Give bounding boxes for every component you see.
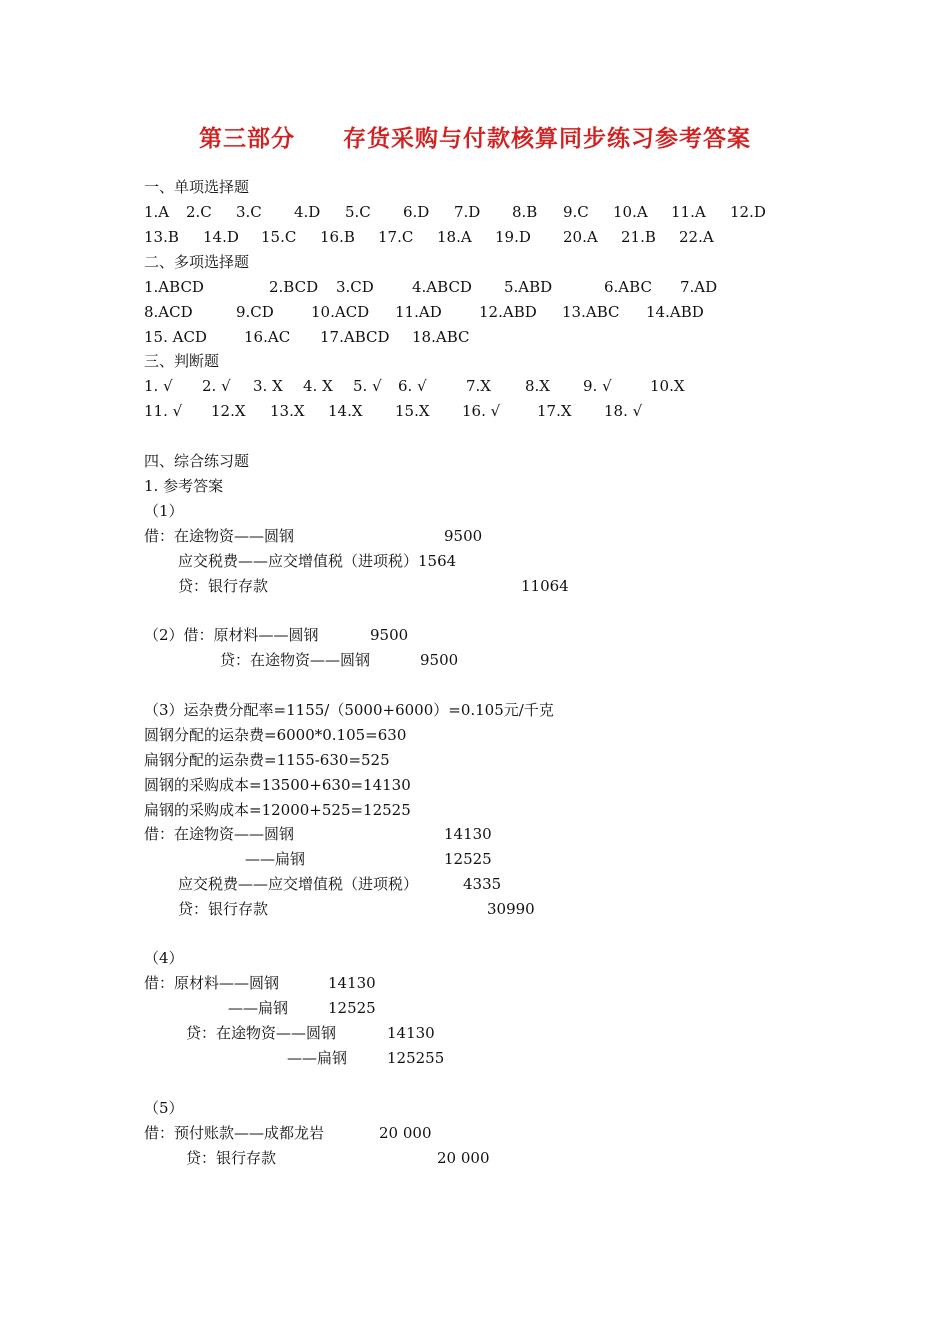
answer-item: 4. X [303,377,333,395]
q4-credit-line: 贷：在途物资——圆钢 [186,1024,337,1042]
q1-debit-amount: 9500 [444,527,483,545]
q2-credit-line: 贷：在途物资——圆钢 [220,651,371,669]
answer-item: 9.C [563,203,589,221]
answer-item: 12.X [211,402,246,420]
q2-debit-amount: 9500 [370,626,409,644]
q3-debit-line2: ——扁钢 [245,850,306,868]
answer-item: 17.X [537,402,572,420]
answer-item: 16. √ [462,402,501,420]
answer-item: 13.B [144,228,179,246]
answer-item: 6.D [403,203,430,221]
answer-item: 22.A [679,228,714,246]
answer-item: 8.ACD [144,303,193,321]
page-title [0,120,950,153]
q1-credit-amount: 11064 [521,577,569,595]
answer-item: 3.C [236,203,262,221]
q3-credit-amount: 30990 [487,900,535,918]
q5-credit-line: 贷：银行存款 [186,1149,277,1167]
q3-debit-amount: 14130 [444,825,492,843]
answer-item: 7.X [466,377,491,395]
answer-item: 14.D [203,228,239,246]
section1-heading: 一、单项选择题 [144,178,250,196]
answer-item: 9.CD [236,303,274,321]
title-part: 第三部分 [199,126,295,152]
q3-tax-amount: 4335 [463,875,502,893]
answer-item: 9. √ [583,377,612,395]
q4-debit-amount: 14130 [328,974,376,992]
answer-item: 1. √ [144,377,173,395]
q2-credit-amount: 9500 [420,651,459,669]
answer-item: 5.ABD [504,278,553,296]
answer-item: 4.D [294,203,321,221]
answer-item: 8.B [512,203,538,221]
q1-tax-line: 应交税费——应交增值税（进项税）1564 [178,552,457,570]
answer-item: 18. √ [604,402,643,420]
section2-heading: 二、多项选择题 [144,253,250,271]
answer-item: 10.ACD [311,303,370,321]
q5-label: （5） [144,1099,184,1117]
q3-calc-line: 圆钢分配的运杂费=6000*0.105=630 [144,726,407,744]
title-subject: 存货采购与付款核算同步练习参考答案 [343,126,751,152]
section4-heading: 四、综合练习题 [144,452,250,470]
q4-debit-amount2: 12525 [328,999,376,1017]
answer-item: 17.C [378,228,414,246]
answer-item: 18.A [437,228,472,246]
answer-item: 10.A [613,203,648,221]
answer-item: 11.A [671,203,706,221]
answer-item: 16.B [320,228,355,246]
answer-item: 1.ABCD [144,278,204,296]
answer-item: 5. √ [353,377,382,395]
answer-item: 3.CD [336,278,374,296]
answer-item: 13.X [270,402,305,420]
answer-item: 12.D [730,203,766,221]
answer-item: 17.ABCD [320,328,390,346]
answer-item: 13.ABC [562,303,620,321]
q3-credit-line: 贷：银行存款 [178,900,269,918]
answer-item: 15.X [395,402,430,420]
answer-item: 2.C [186,203,212,221]
section4-subheading: 1. 参考答案 [144,477,224,495]
answer-item: 15.C [261,228,297,246]
answer-item: 5.C [345,203,371,221]
answer-item: 18.ABC [412,328,470,346]
answer-item: 7.D [454,203,481,221]
answer-item: 16.AC [244,328,291,346]
q5-debit-line: 借：预付账款——成都龙岩 [144,1124,325,1142]
q3-debit-amount2: 12525 [444,850,492,868]
q3-tax-line: 应交税费——应交增值税（进项税） [178,875,419,893]
q1-debit-line: 借：在途物资——圆钢 [144,527,295,545]
q4-credit-amount2: 125255 [387,1049,445,1067]
answer-item: 11. √ [144,402,183,420]
q3-calc-line: 扁钢分配的运杂费=1155-630=525 [144,751,390,769]
q5-debit-amount: 20 000 [379,1124,432,1142]
answer-item: 1.A [144,203,170,221]
answer-item: 4.ABCD [412,278,472,296]
q2-debit-line: （2）借：原材料——圆钢 [144,626,319,644]
q1-label: （1） [144,502,184,520]
q3-calc-line: 扁钢的采购成本=12000+525=12525 [144,801,411,819]
answer-item: 21.B [621,228,656,246]
q3-calc-line: （3）运杂费分配率=1155/（5000+6000）=0.105元/千克 [144,701,554,719]
answer-item: 3. X [253,377,283,395]
answer-item: 2.BCD [269,278,319,296]
answer-item: 2. √ [202,377,231,395]
answer-item: 15. ACD [144,328,207,346]
q3-debit-line: 借：在途物资——圆钢 [144,825,295,843]
answer-item: 11.AD [395,303,442,321]
q4-credit-line2: ——扁钢 [287,1049,348,1067]
answer-item: 12.ABD [479,303,537,321]
answer-item: 6.ABC [604,278,652,296]
answer-item: 19.D [495,228,531,246]
answer-item: 6. √ [398,377,427,395]
q1-credit-line: 贷：银行存款 [178,577,269,595]
answer-item: 7.AD [680,278,718,296]
answer-item: 14.ABD [646,303,704,321]
answer-item: 14.X [328,402,363,420]
q4-credit-amount: 14130 [387,1024,435,1042]
q4-debit-line2: ——扁钢 [228,999,289,1017]
answer-item: 10.X [650,377,685,395]
answer-item: 8.X [525,377,550,395]
section3-heading: 三、判断题 [144,352,220,370]
q3-calc-line: 圆钢的采购成本=13500+630=14130 [144,776,411,794]
answer-item: 20.A [563,228,598,246]
q4-debit-line: 借：原材料——圆钢 [144,974,280,992]
q5-credit-amount: 20 000 [437,1149,490,1167]
q4-label: （4） [144,949,184,967]
